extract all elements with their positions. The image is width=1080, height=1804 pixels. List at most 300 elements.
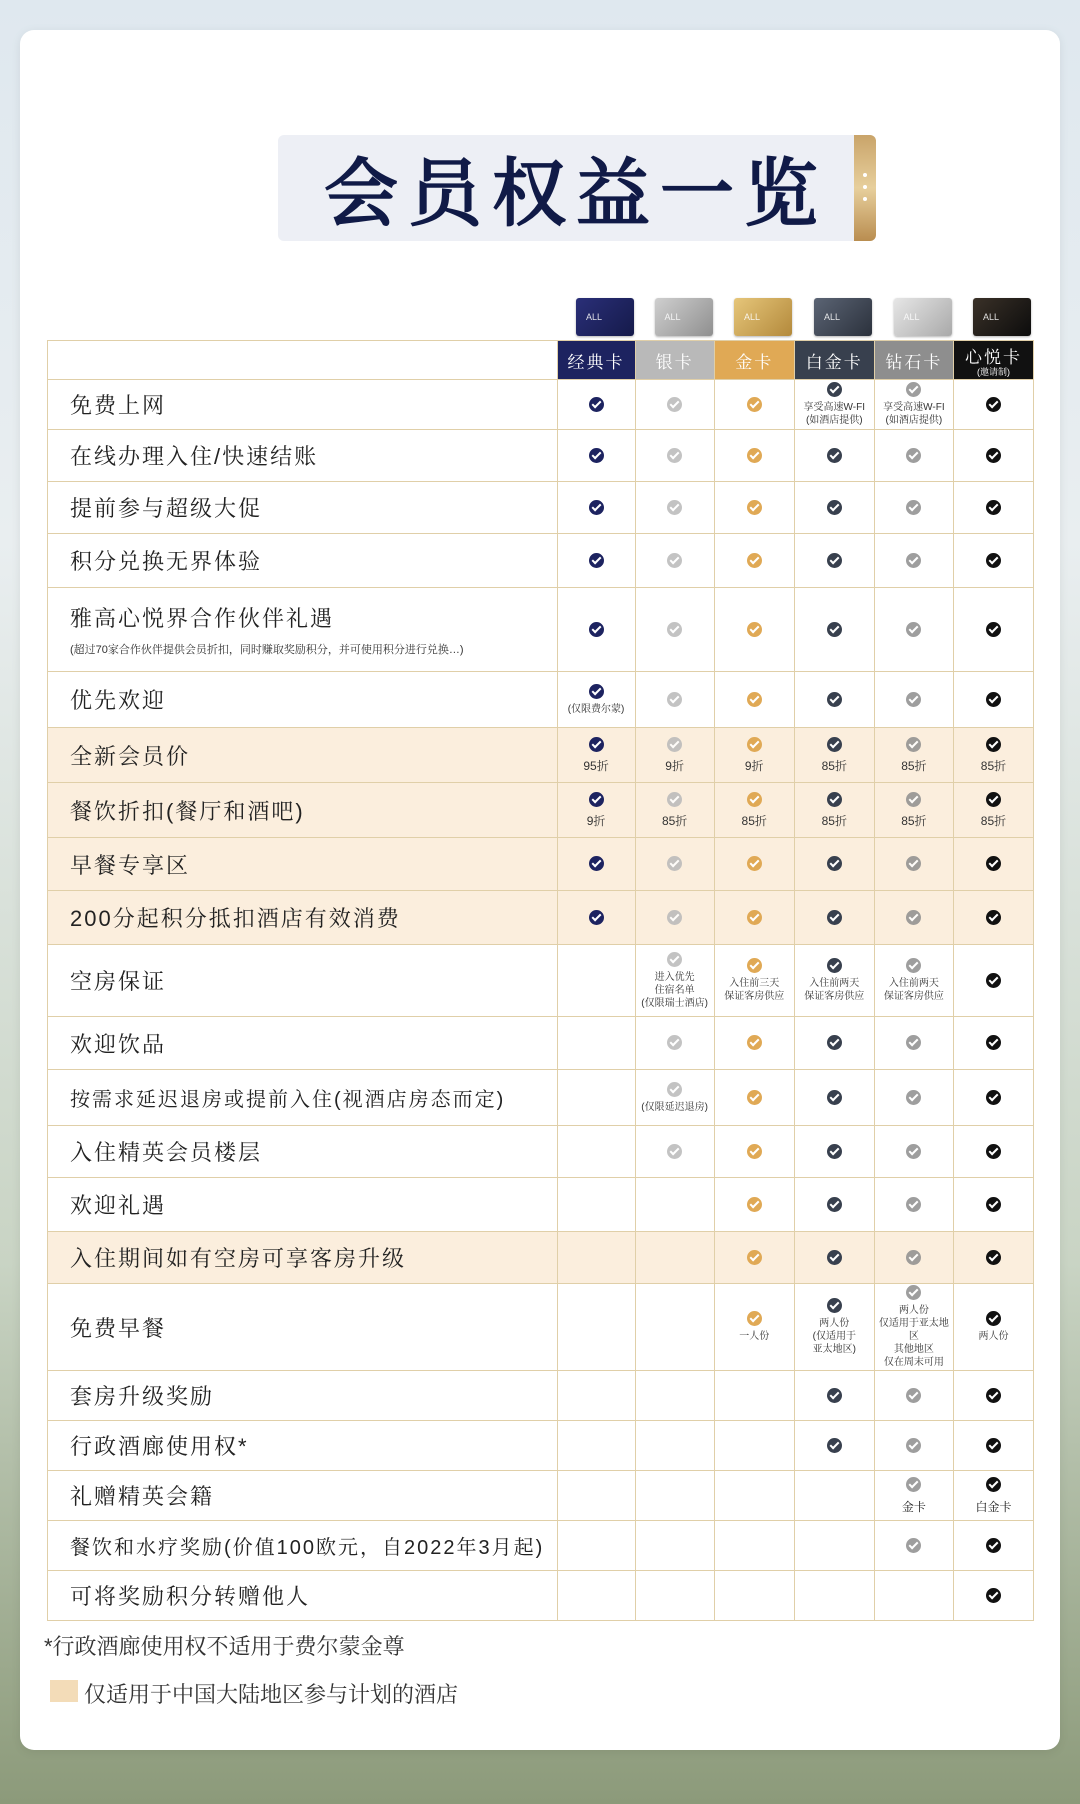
cell-platinum [794, 838, 874, 891]
cell-silver [635, 672, 714, 728]
check-icon [906, 448, 921, 463]
check-icon [827, 1090, 842, 1105]
cell-limitless [953, 672, 1033, 728]
benefit-label: 行政酒廊使用权* [70, 1434, 249, 1459]
cell-platinum [794, 482, 874, 534]
check-icon [589, 622, 604, 637]
cell-gold [714, 1371, 794, 1421]
cell-classic [557, 534, 635, 588]
benefit-row [48, 1421, 1034, 1471]
cell-diamond [874, 1178, 953, 1232]
tier-header-classic [557, 341, 635, 380]
cell-limitless [953, 1571, 1033, 1621]
benefit-label: 雅高心悦界合作伙伴礼遇 [70, 606, 335, 631]
cell-platinum [794, 783, 874, 838]
benefit-row [48, 945, 1034, 1017]
cell-diamond [874, 945, 953, 1017]
check-icon [827, 622, 842, 637]
cell-silver [635, 1232, 714, 1284]
cell-limitless [953, 380, 1033, 430]
cell-gold [714, 380, 794, 430]
tier-card-image-diamond: ALL [894, 298, 952, 336]
cell-platinum [794, 1070, 874, 1126]
benefit-label: 空房保证 [70, 969, 167, 994]
cell-classic [557, 1070, 635, 1126]
benefit-row [48, 1126, 1034, 1178]
cell-classic [557, 380, 635, 430]
cell-classic [557, 430, 635, 482]
cell-classic [557, 1126, 635, 1178]
check-icon [906, 1197, 921, 1212]
check-icon [906, 910, 921, 925]
check-icon [827, 1438, 842, 1453]
check-icon [906, 553, 921, 568]
cell-silver [635, 838, 714, 891]
cell-limitless [953, 1178, 1033, 1232]
benefit-row [48, 1471, 1034, 1521]
cell-platinum [794, 1521, 874, 1571]
check-icon [906, 1388, 921, 1403]
cell-silver [635, 588, 714, 672]
cell-limitless [953, 838, 1033, 891]
cell-gold [714, 1284, 794, 1371]
check-icon [906, 792, 921, 807]
benefit-row [48, 1070, 1034, 1126]
check-icon [827, 1388, 842, 1403]
cell-platinum [794, 945, 874, 1017]
benefit-label: 优先欢迎 [70, 688, 167, 713]
check-icon [747, 737, 762, 752]
discount-label: 85折 [741, 813, 767, 828]
cell-diamond [874, 891, 953, 945]
cell-note: 两人份 (仅适用于 亚太地区) [812, 1318, 856, 1355]
benefit-label-cell [48, 1421, 558, 1471]
discount-label: 85折 [980, 758, 1007, 773]
benefit-label-cell [48, 891, 558, 945]
cell-classic [557, 1471, 635, 1521]
check-icon [986, 1197, 1001, 1212]
cell-limitless [953, 430, 1033, 482]
benefit-label: 餐饮折扣(餐厅和酒吧) [70, 798, 305, 824]
benefit-label: 早餐专享区 [70, 852, 191, 878]
cell-platinum [794, 1571, 874, 1621]
check-icon [747, 1144, 762, 1159]
cell-diamond [874, 783, 953, 838]
benefit-label-cell [48, 1232, 558, 1284]
cell-gold [714, 1126, 794, 1178]
check-icon [986, 737, 1001, 752]
benefit-label: 全新会员价 [70, 743, 191, 769]
benefits-table [47, 340, 1034, 1621]
benefit-row [48, 783, 1034, 838]
discount-label: 9折 [586, 813, 606, 828]
gifted-tier-label: 金卡 [901, 1499, 926, 1514]
legend-swatch [50, 1680, 78, 1702]
cell-diamond [874, 1571, 953, 1621]
cell-gold [714, 1571, 794, 1621]
cell-platinum [794, 430, 874, 482]
cell-platinum [794, 672, 874, 728]
cell-diamond [874, 1521, 953, 1571]
check-icon [667, 500, 682, 515]
check-icon [827, 553, 842, 568]
benefit-row [48, 1571, 1034, 1621]
cell-gold [714, 430, 794, 482]
check-icon [747, 1250, 762, 1265]
cell-note: 入住前三天 保证客房供应 [724, 978, 785, 1002]
discount-label: 85折 [821, 813, 847, 828]
cell-gold [714, 1521, 794, 1571]
check-icon [667, 692, 682, 707]
benefit-label: 免费早餐 [70, 1315, 167, 1341]
benefit-label: 入住精英会员楼层 [70, 1140, 263, 1165]
benefit-label: 提前参与超级大促 [70, 496, 263, 521]
benefit-row [48, 838, 1034, 891]
check-icon [906, 1477, 921, 1492]
footnote: *行政酒廊使用权不适用于费尔蒙金尊 [44, 1634, 405, 1659]
tier-label: 金卡 [735, 352, 774, 372]
check-icon [906, 1538, 921, 1553]
cell-limitless [953, 783, 1033, 838]
check-icon [747, 1311, 762, 1326]
cell-diamond [874, 1126, 953, 1178]
check-icon [827, 792, 842, 807]
cell-silver [635, 945, 714, 1017]
cell-classic [557, 672, 635, 728]
cell-note: 入住前两天 保证客房供应 [883, 978, 944, 1002]
benefit-label-cell [48, 945, 558, 1017]
discount-label: 85折 [661, 813, 688, 828]
check-icon [747, 1197, 762, 1212]
check-icon [986, 856, 1001, 871]
benefit-label-cell [48, 1126, 558, 1178]
check-icon [667, 448, 682, 463]
cell-classic [557, 1178, 635, 1232]
tier-card-image-limitless: ALL [973, 298, 1031, 336]
cell-limitless [953, 1421, 1033, 1471]
cell-silver [635, 1571, 714, 1621]
discount-label: 9折 [665, 758, 684, 773]
check-icon [667, 622, 682, 637]
tier-header-gold [714, 341, 794, 380]
benefit-label-cell [48, 1017, 558, 1070]
cell-diamond [874, 380, 953, 430]
check-icon [827, 1298, 842, 1313]
benefit-row [48, 534, 1034, 588]
cell-platinum [794, 728, 874, 783]
check-icon [589, 737, 604, 752]
check-icon [747, 500, 762, 515]
cell-note: 两人份 [978, 1331, 1009, 1342]
check-icon [986, 1090, 1001, 1105]
check-icon [589, 397, 604, 412]
check-icon [986, 553, 1001, 568]
cell-platinum [794, 1017, 874, 1070]
tier-card-image-platinum: ALL [814, 298, 872, 336]
cell-gold [714, 783, 794, 838]
discount-label: 9折 [744, 758, 764, 773]
check-icon [589, 792, 604, 807]
benefit-label: 200分起积分抵扣酒店有效消费 [70, 906, 401, 931]
benefit-label-cell [48, 728, 558, 783]
cell-silver [635, 1521, 714, 1571]
cell-gold [714, 1178, 794, 1232]
check-icon [986, 792, 1001, 807]
cell-silver [635, 380, 714, 430]
cell-gold [714, 838, 794, 891]
cell-note: 享受高速W-FI (如酒店提供) [803, 402, 866, 426]
cell-diamond [874, 672, 953, 728]
cell-diamond [874, 838, 953, 891]
benefit-row [48, 482, 1034, 534]
discount-label: 85折 [821, 758, 847, 773]
check-icon [986, 1388, 1001, 1403]
legend-text: 仅适用于中国大陆地区参与计划的酒店 [84, 1682, 459, 1707]
cell-diamond [874, 588, 953, 672]
benefit-label: 套房升级奖励 [70, 1384, 215, 1409]
cell-limitless [953, 1471, 1033, 1521]
cell-limitless [953, 891, 1033, 945]
cell-silver [635, 1178, 714, 1232]
check-icon [827, 382, 842, 397]
cell-gold [714, 1421, 794, 1471]
benefit-label: 免费上网 [70, 393, 167, 418]
check-icon [827, 910, 842, 925]
check-icon [906, 500, 921, 515]
benefit-detail: (超过70家合作伙伴提供会员折扣，同时赚取奖励积分，并可使用积分进行兑换…) [70, 644, 464, 656]
tier-sub-label: (邀请制) [976, 367, 1010, 377]
cell-note: 进入优先 住宿名单 (仅限瑞士酒店) [641, 971, 708, 1009]
benefit-row [48, 1284, 1034, 1371]
check-icon [667, 553, 682, 568]
cell-platinum [794, 380, 874, 430]
cell-silver [635, 1421, 714, 1471]
benefit-label-cell [48, 1284, 558, 1371]
discount-label: 95折 [583, 758, 609, 773]
check-icon [667, 1144, 682, 1159]
tier-label: 白金卡 [805, 352, 863, 372]
benefit-row [48, 1178, 1034, 1232]
check-icon [747, 792, 762, 807]
cell-note: 两人份 仅适用于亚太地区 其他地区 仅在周末可用 [878, 1305, 949, 1368]
check-icon [747, 622, 762, 637]
tier-label: 经典卡 [567, 352, 625, 372]
check-icon [747, 692, 762, 707]
cell-silver [635, 728, 714, 783]
check-icon [667, 952, 682, 967]
cell-diamond [874, 1421, 953, 1471]
cell-silver [635, 1371, 714, 1421]
discount-label: 85折 [901, 758, 927, 773]
check-icon [986, 1311, 1001, 1326]
cell-diamond [874, 1232, 953, 1284]
cell-limitless [953, 588, 1033, 672]
cell-limitless [953, 1521, 1033, 1571]
check-icon [827, 500, 842, 515]
check-icon [906, 692, 921, 707]
title-banner [278, 135, 874, 241]
check-icon [986, 500, 1001, 515]
cell-diamond [874, 1371, 953, 1421]
benefit-label-cell [48, 1070, 558, 1126]
check-icon [667, 792, 682, 807]
tier-header-platinum [794, 341, 874, 380]
cell-platinum [794, 1232, 874, 1284]
benefit-label: 餐饮和水疗奖励(价值100欧元，自2022年3月起) [70, 1537, 545, 1559]
benefit-label-cell [48, 783, 558, 838]
benefit-label-cell [48, 1178, 558, 1232]
check-icon [906, 1285, 921, 1300]
tier-card-image-gold: ALL [734, 298, 792, 336]
cell-platinum [794, 1284, 874, 1371]
benefit-row [48, 728, 1034, 783]
cell-silver [635, 534, 714, 588]
cell-platinum [794, 1471, 874, 1521]
gifted-tier-label: 白金卡 [975, 1499, 1012, 1514]
benefit-label-cell [48, 1571, 558, 1621]
cell-limitless [953, 482, 1033, 534]
benefit-row [48, 672, 1034, 728]
cell-note: (仅限费尔蒙) [567, 703, 625, 715]
benefit-label-cell [48, 380, 558, 430]
cell-gold [714, 534, 794, 588]
tier-card-image-silver: ALL [655, 298, 713, 336]
tier-card-image-classic: ALL [576, 298, 634, 336]
cell-silver [635, 783, 714, 838]
benefit-row [48, 1232, 1034, 1284]
check-icon [747, 397, 762, 412]
cell-gold [714, 1017, 794, 1070]
cell-classic [557, 891, 635, 945]
benefit-label: 礼赠精英会籍 [70, 1484, 215, 1509]
cell-gold [714, 672, 794, 728]
check-icon [906, 1438, 921, 1453]
check-icon [827, 856, 842, 871]
cell-diamond [874, 482, 953, 534]
check-icon [667, 910, 682, 925]
cell-platinum [794, 534, 874, 588]
check-icon [986, 1144, 1001, 1159]
check-icon [986, 1588, 1001, 1603]
cell-diamond [874, 1471, 953, 1521]
cell-classic [557, 1521, 635, 1571]
check-icon [906, 1144, 921, 1159]
cell-platinum [794, 891, 874, 945]
cell-gold [714, 588, 794, 672]
check-icon [986, 448, 1001, 463]
cell-silver [635, 482, 714, 534]
cell-diamond [874, 728, 953, 783]
benefit-row [48, 1017, 1034, 1070]
cell-classic [557, 1371, 635, 1421]
check-icon [906, 1035, 921, 1050]
check-icon [827, 1197, 842, 1212]
check-icon [589, 448, 604, 463]
benefit-label: 在线办理入住/快速结账 [70, 444, 319, 469]
cell-classic [557, 945, 635, 1017]
cell-limitless [953, 1232, 1033, 1284]
check-icon [747, 958, 762, 973]
cell-platinum [794, 588, 874, 672]
check-icon [906, 382, 921, 397]
check-icon [986, 1538, 1001, 1553]
check-icon [986, 1438, 1001, 1453]
check-icon [589, 856, 604, 871]
benefit-label: 积分兑换无界体验 [70, 549, 263, 574]
cell-classic [557, 1421, 635, 1471]
check-icon [589, 910, 604, 925]
check-icon [906, 1250, 921, 1265]
cell-limitless [953, 1284, 1033, 1371]
cell-platinum [794, 1421, 874, 1471]
benefit-label-cell [48, 1521, 558, 1571]
cell-diamond [874, 430, 953, 482]
check-icon [906, 958, 921, 973]
check-icon [986, 973, 1001, 988]
header-blank [48, 341, 558, 380]
check-icon [827, 692, 842, 707]
check-icon [827, 1250, 842, 1265]
check-icon [986, 622, 1001, 637]
check-icon [667, 737, 682, 752]
cell-limitless [953, 1017, 1033, 1070]
cell-note: 享受高速W-FI (如酒店提供) [883, 402, 945, 426]
check-icon [747, 910, 762, 925]
check-icon [667, 1035, 682, 1050]
benefit-label: 按需求延迟退房或提前入住(视酒店房态而定) [70, 1089, 506, 1111]
cell-platinum [794, 1371, 874, 1421]
benefit-label-cell [48, 838, 558, 891]
benefit-row [48, 1371, 1034, 1421]
discount-label: 85折 [980, 813, 1007, 828]
benefit-row [48, 430, 1034, 482]
benefit-label-cell [48, 1471, 558, 1521]
cell-silver [635, 1070, 714, 1126]
check-icon [906, 856, 921, 871]
cell-diamond [874, 1070, 953, 1126]
cell-classic [557, 1284, 635, 1371]
cell-note: 一人份 [739, 1331, 770, 1342]
check-icon [747, 553, 762, 568]
cell-classic [557, 838, 635, 891]
check-icon [827, 448, 842, 463]
benefit-label-cell [48, 1371, 558, 1421]
benefit-label-cell [48, 672, 558, 728]
benefit-label: 欢迎饮品 [70, 1031, 167, 1057]
cell-limitless [953, 1371, 1033, 1421]
cell-silver [635, 1017, 714, 1070]
check-icon [827, 1035, 842, 1050]
cell-silver [635, 1471, 714, 1521]
gold-tab-decoration [854, 135, 876, 241]
cell-silver [635, 430, 714, 482]
cell-note: (仅限延迟退房) [641, 1101, 708, 1113]
benefit-label: 入住期间如有空房可享客房升级 [70, 1246, 407, 1271]
cell-limitless [953, 728, 1033, 783]
cell-classic [557, 1571, 635, 1621]
check-icon [747, 448, 762, 463]
check-icon [589, 553, 604, 568]
cell-gold [714, 1232, 794, 1284]
check-icon [986, 1250, 1001, 1265]
cell-gold [714, 945, 794, 1017]
check-icon [906, 737, 921, 752]
cell-silver [635, 891, 714, 945]
benefit-row [48, 588, 1034, 672]
benefit-label-cell [48, 588, 558, 672]
check-icon [827, 1144, 842, 1159]
benefit-label-cell [48, 534, 558, 588]
